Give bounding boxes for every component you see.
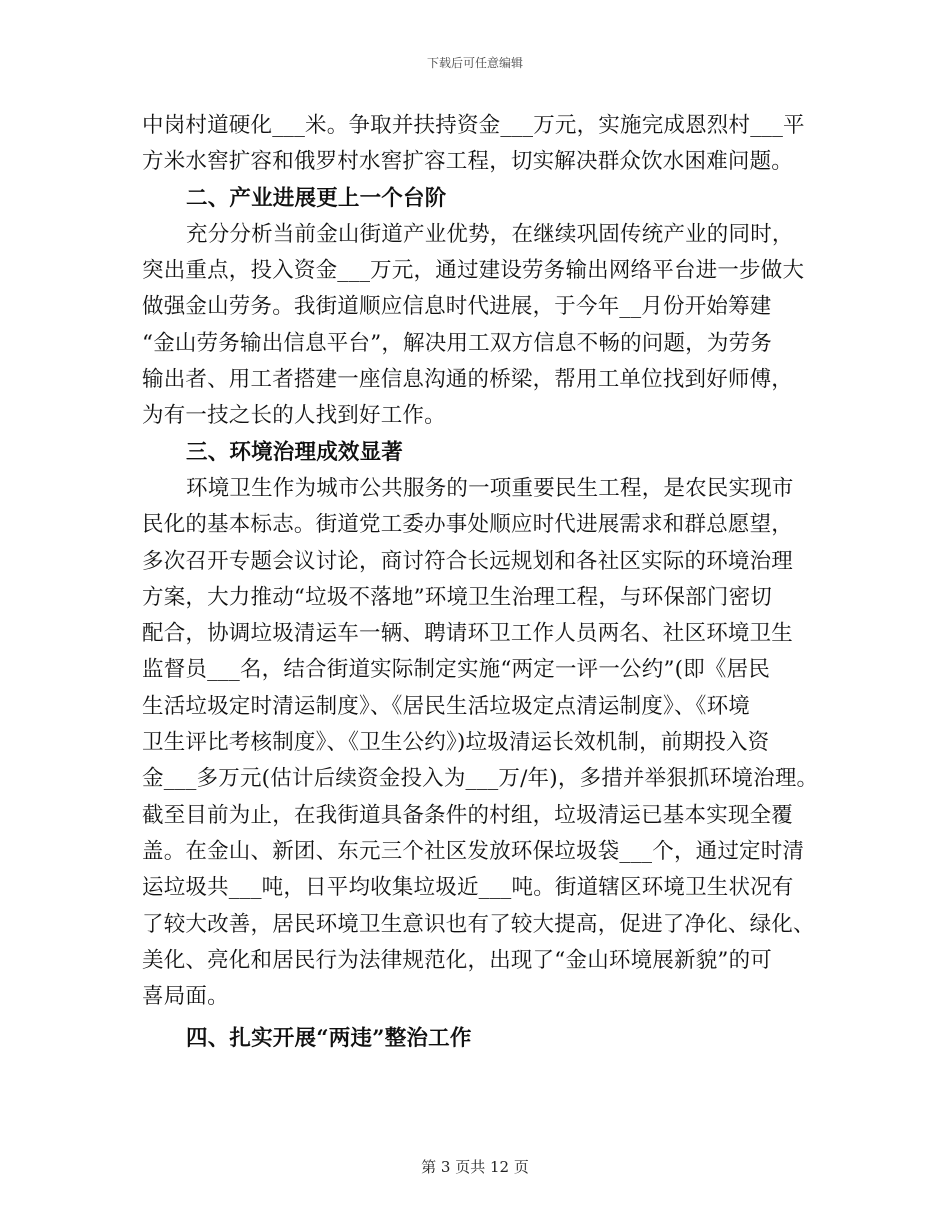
body-line: 金___多万元(估计后续资金投入为___万/年)，多措并举狠抓环境治理。 — [142, 766, 819, 792]
body-line: 配合，协调垃圾清运车一辆、聘请环卫工作人员两名、社区环境卫生 — [142, 621, 794, 647]
body-line: 喜局面。 — [142, 984, 229, 1010]
body-line: 民化的基本标志。街道党工委办事处顺应时代进展需求和群总愿望， — [142, 512, 794, 538]
body-line: 环境卫生作为城市公共服务的一项重要民生工程，是农民实现市 — [186, 475, 794, 501]
body-line: 输出者、用工者搭建一座信息沟通的桥梁，帮用工单位找到好师傅， — [142, 367, 794, 393]
body-line: 运垃圾共___吨，日平均收集垃圾近___吨。街道辖区环境卫生状况有 — [142, 875, 794, 901]
body-line: 美化、亮化和居民行为法律规范化，出现了“金山环境展新貌”的可 — [142, 947, 772, 973]
section-heading-2: 二、产业进展更上一个台阶 — [186, 185, 447, 211]
body-line: 为有一技之长的人找到好工作。 — [142, 403, 446, 429]
body-line: 卫生评比考核制度》、《卫生公约》)垃圾清运长效机制，前期投入资 — [142, 730, 770, 756]
section-heading-3: 三、环境治理成效显著 — [186, 439, 404, 465]
body-line: 方米水窖扩容和俄罗村水窖扩容工程，切实解决群众饮水困难问题。 — [142, 149, 794, 175]
body-line: 多次召开专题会议讨论，商讨符合长远规划和各社区实际的环境治理 — [142, 548, 794, 574]
body-line: “金山劳务输出信息平台”，解决用工双方信息不畅的问题，为劳务 — [142, 330, 772, 356]
body-line: 监督员___名，结合街道实际制定实施“两定一评一公约”(即《居民 — [142, 657, 771, 683]
body-line: 中岗村道硬化___米。争取并扶持资金___万元，实施完成恩烈村___平 — [142, 113, 805, 138]
body-line: 生活垃圾定时清运制度》、《居民生活垃圾定点清运制度》、《环境 — [142, 693, 751, 719]
body-line: 截至目前为止，在我街道具备条件的村组，垃圾清运已基本实现全覆 — [142, 802, 794, 828]
body-line: 盖。在金山、新团、东元三个社区发放环保垃圾袋___个，通过定时清 — [142, 838, 805, 864]
page-header: 下载后可任意编辑 — [426, 56, 523, 70]
section-heading-4: 四、扎实开展“两违”整治工作 — [186, 1026, 472, 1052]
body-line: 充分分析当前金山街道产业优势，在继续巩固传统产业的同时， — [186, 221, 794, 247]
body-line: 突出重点，投入资金___万元，通过建设劳务输出网络平台进一步做大 — [142, 258, 805, 284]
page-footer: 第 3 页共 12 页 — [421, 1158, 529, 1176]
body-line: 了较大改善，居民环境卫生意识也有了较大提高，促进了净化、绿化、 — [142, 911, 815, 937]
body-line: 做强金山劳务。我街道顺应信息时代进展，于今年__月份开始筹建 — [142, 294, 772, 320]
body-line: 方案，大力推动“垃圾不落地”环境卫生治理工程，与环保部门密切 — [142, 584, 772, 610]
document-body — [142, 108, 832, 1058]
